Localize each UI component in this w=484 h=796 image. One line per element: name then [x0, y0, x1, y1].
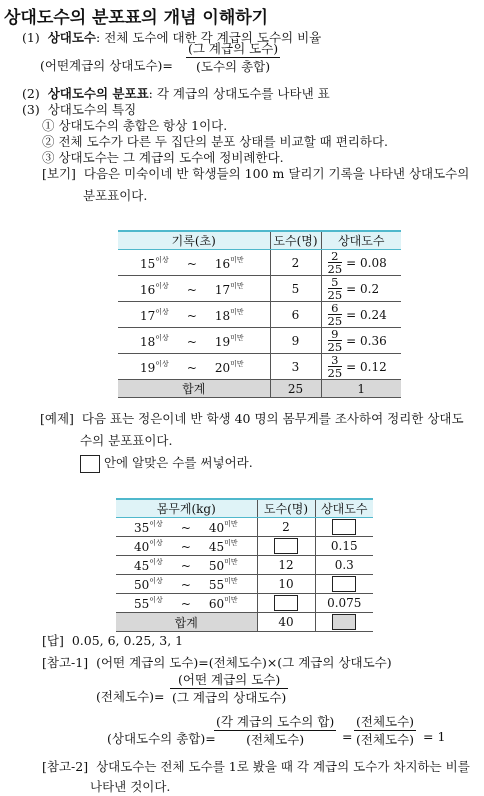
table-cell: 10	[257, 575, 315, 594]
blank-box-icon	[80, 455, 100, 473]
table-cell	[116, 556, 257, 575]
table-cell: 합계	[118, 380, 270, 398]
sup-ge-label: 이상	[149, 558, 163, 566]
table-cell	[315, 575, 373, 594]
table-header: 상대도수	[321, 231, 401, 250]
table-cell	[257, 594, 315, 613]
formula-3-denominator-2: (전체도수)	[356, 732, 415, 747]
sup-ge-label: 이상	[149, 577, 163, 585]
answer-label: [답]	[42, 633, 64, 648]
sup-ge-label: 이상	[155, 359, 169, 368]
class-lower-bound: 15	[140, 256, 156, 271]
section-3-number: (3)	[22, 102, 40, 117]
table-header: 기록(초)	[118, 231, 270, 250]
table-cell	[321, 302, 401, 328]
table-cell	[116, 518, 257, 537]
example-2-text-2: 수의 분포표이다.	[80, 433, 173, 448]
table-cell: 12	[257, 556, 315, 575]
sup-ge-label: 이상	[155, 333, 169, 342]
table-cell: 6	[270, 302, 321, 328]
example-2-text-1: 다음 표는 정은이네 반 학생 40 명의 몸무게를 조사하여 정리한 상대도	[81, 411, 464, 426]
table-row	[118, 250, 401, 276]
table-cell: 0.075	[315, 594, 373, 613]
class-lower-bound: 17	[140, 308, 156, 323]
reference-2-label: [참고-2]	[42, 759, 89, 774]
table-cell: 3	[270, 354, 321, 380]
table-cell	[321, 250, 401, 276]
table-cell	[321, 328, 401, 354]
tilde-mark: ~	[186, 256, 197, 271]
example-2-label: [예제]	[40, 411, 74, 426]
table-cell: 9	[270, 328, 321, 354]
answer-blank[interactable]	[274, 595, 298, 611]
formula-3-result: = 1	[423, 729, 446, 744]
formula-3-lhs: (상대도수의 총합)=	[107, 731, 216, 746]
fraction-numerator: 9	[331, 327, 339, 341]
sup-lt-label: 미만	[224, 577, 238, 585]
fraction-denominator: 25	[327, 262, 343, 276]
class-lower-bound: 55	[134, 597, 150, 611]
table-row	[118, 328, 401, 354]
table-cell: 5	[270, 276, 321, 302]
answer-blank[interactable]	[332, 519, 356, 535]
table-cell: 2	[270, 250, 321, 276]
formula-3-numerator: (각 계급의 도수의 합)	[216, 714, 335, 729]
table-row	[118, 276, 401, 302]
example-1-label: [보기]	[42, 166, 76, 181]
section-1-number: (1)	[22, 30, 40, 45]
table-cell: 40	[257, 613, 315, 632]
relative-frequency-fraction	[328, 328, 343, 353]
sup-lt-label: 미만	[230, 333, 244, 342]
table-header: 몸무게(kg)	[116, 499, 257, 518]
sup-lt-label: 미만	[230, 281, 244, 290]
class-upper-bound: 17	[214, 282, 231, 297]
fraction-numerator: 2	[331, 249, 339, 263]
table-cell	[116, 575, 257, 594]
sup-lt-label: 미만	[230, 307, 244, 316]
table-cell: 2	[257, 518, 315, 537]
tilde-mark: ~	[180, 578, 191, 592]
example-1-text-2: 분포표이다.	[83, 188, 148, 203]
class-lower-bound: 19	[140, 360, 156, 375]
reference-1-line-1: (어떤 계급의 도수)=(전체도수)×(그 계급의 상대도수)	[96, 655, 392, 670]
fraction-numerator: 6	[331, 301, 339, 315]
reference-2	[42, 757, 470, 775]
sup-ge-label: 이상	[149, 539, 163, 547]
sup-ge-label: 이상	[155, 281, 169, 290]
tilde-mark: ~	[180, 540, 191, 554]
feature-item-1: ① 상대도수의 총합은 항상 1이다.	[42, 118, 228, 133]
table-cell: 0.3	[315, 556, 373, 575]
example-2-instruction	[80, 453, 253, 473]
class-upper-bound: 20	[214, 360, 231, 375]
sup-lt-label: 미만	[224, 520, 238, 528]
table-cell	[116, 537, 257, 556]
table-header: 도수(명)	[270, 231, 321, 250]
table-cell	[315, 613, 373, 632]
class-lower-bound: 45	[134, 559, 150, 573]
tilde-mark: ~	[186, 282, 197, 297]
table-row	[118, 302, 401, 328]
tilde-mark: ~	[180, 559, 191, 573]
fraction-denominator: 25	[327, 288, 343, 302]
sup-lt-label: 미만	[230, 359, 244, 368]
class-upper-bound: 50	[208, 559, 225, 573]
tilde-mark: ~	[186, 334, 197, 349]
sup-lt-label: 미만	[224, 539, 238, 547]
formula-1-lhs: (어떤계급의 상대도수)=	[40, 58, 173, 73]
table-cell	[118, 354, 270, 380]
table-cell	[118, 276, 270, 302]
example-2	[40, 409, 464, 427]
formula-3-numerator-2: (전체도수)	[356, 714, 415, 729]
sup-lt-label: 미만	[230, 255, 244, 264]
relative-frequency-value: = 0.08	[346, 255, 387, 270]
table-cell	[257, 537, 315, 556]
feature-item-3: ③ 상대도수는 그 계급의 도수에 정비례한다.	[42, 150, 284, 165]
example-1-text-1: 다음은 미숙이네 반 학생들의 100 m 달리기 기록을 나타낸 상대도수의	[83, 166, 470, 181]
page-title: 상대도수의 분포표의 개념 이해하기	[4, 8, 269, 28]
relative-frequency-fraction	[328, 354, 343, 379]
table-row	[116, 556, 373, 575]
class-lower-bound: 18	[140, 334, 156, 349]
formula-1-fraction	[186, 41, 280, 74]
table-header: 상대도수	[315, 499, 373, 518]
section-2-text: : 각 계급의 상대도수를 나타낸 표	[148, 86, 330, 101]
relative-frequency-table-2	[116, 498, 373, 632]
answer-blank[interactable]	[332, 614, 356, 630]
table-total-row	[118, 380, 401, 398]
relative-frequency-value: = 0.2	[346, 281, 380, 296]
sup-ge-label: 이상	[149, 520, 163, 528]
class-upper-bound: 40	[208, 521, 225, 535]
table-cell	[116, 594, 257, 613]
table-cell	[321, 276, 401, 302]
table-header-row	[116, 499, 373, 518]
answer-blank[interactable]	[332, 576, 356, 592]
table-header-row	[118, 231, 401, 250]
tilde-mark: ~	[186, 308, 197, 323]
answer-text: 0.05, 6, 0.25, 3, 1	[71, 633, 184, 648]
table-header: 도수(명)	[257, 499, 315, 518]
table-row	[116, 594, 373, 613]
table-cell	[315, 518, 373, 537]
answer	[42, 631, 183, 649]
class-upper-bound: 18	[214, 308, 231, 323]
fraction-denominator: 25	[327, 314, 343, 328]
class-lower-bound: 50	[134, 578, 150, 592]
class-lower-bound: 16	[140, 282, 156, 297]
formula-1-numerator: (그 계급의 도수)	[188, 41, 279, 56]
reference-2-text-1: 상대도수는 전체 도수를 1로 봤을 때 각 계급의 도수가 차지하는 비를	[96, 759, 470, 774]
relative-frequency-value: = 0.36	[346, 333, 387, 348]
relative-frequency-fraction	[328, 302, 343, 327]
example-2-text-3: 안에 알맞은 수를 써넣어라.	[103, 455, 253, 470]
example-1	[42, 164, 469, 182]
formula-3-fraction-2	[354, 714, 416, 747]
formula-2-numerator: (어떤 계급의 도수)	[178, 672, 281, 687]
class-lower-bound: 35	[134, 521, 150, 535]
tilde-mark: ~	[186, 360, 197, 375]
class-upper-bound: 45	[208, 540, 225, 554]
fraction-denominator: 25	[327, 340, 343, 354]
feature-item-2: ② 전체 도수가 다른 두 집단의 분포 상태를 비교할 때 편리하다.	[42, 134, 389, 149]
relative-frequency-value: = 0.24	[346, 307, 387, 322]
class-upper-bound: 60	[208, 597, 225, 611]
relative-frequency-fraction	[328, 276, 343, 301]
table-cell	[321, 354, 401, 380]
sup-ge-label: 이상	[155, 307, 169, 316]
table-cell	[118, 328, 270, 354]
section-2-number: (2)	[22, 86, 40, 101]
class-lower-bound: 40	[134, 540, 150, 554]
relative-frequency-fraction	[328, 250, 343, 275]
table-cell	[118, 250, 270, 276]
section-1-term: 상대도수	[47, 30, 97, 45]
table-cell: 합계	[116, 613, 257, 632]
section-2-term: 상대도수의 분포표	[47, 86, 149, 101]
table-cell: 0.15	[315, 537, 373, 556]
section-3-text: 상대도수의 특징	[47, 102, 137, 117]
formula-1-denominator: (도수의 총합)	[196, 59, 271, 74]
section-1-text: : 전체 도수에 대한 각 계급의 도수의 비율	[96, 30, 322, 45]
fraction-numerator: 5	[331, 275, 339, 289]
formula-3-equals: =	[342, 729, 353, 744]
reference-1-label: [참고-1]	[42, 655, 89, 670]
sup-ge-label: 이상	[149, 596, 163, 604]
formula-3-fraction	[214, 714, 336, 747]
sup-lt-label: 미만	[224, 596, 238, 604]
table-row	[118, 354, 401, 380]
reference-1	[42, 653, 392, 671]
reference-2-text-2: 나타낸 것이다.	[90, 779, 171, 794]
formula-3-denominator: (전체도수)	[246, 732, 305, 747]
class-upper-bound: 55	[208, 578, 225, 592]
table-row	[116, 537, 373, 556]
table-row	[116, 518, 373, 537]
formula-2-fraction	[170, 672, 288, 705]
sup-lt-label: 미만	[224, 558, 238, 566]
table-cell: 1	[321, 380, 401, 398]
formula-2-lhs: (전체도수)=	[96, 689, 165, 704]
class-upper-bound: 16	[214, 256, 231, 271]
formula-2-denominator: (그 계급의 상대도수)	[172, 690, 287, 705]
sup-ge-label: 이상	[155, 255, 169, 264]
tilde-mark: ~	[180, 597, 191, 611]
table-total-row	[116, 613, 373, 632]
table-cell: 25	[270, 380, 321, 398]
fraction-denominator: 25	[327, 366, 343, 380]
table-row	[116, 575, 373, 594]
answer-blank[interactable]	[274, 538, 298, 554]
relative-frequency-value: = 0.12	[346, 359, 387, 374]
class-upper-bound: 19	[214, 334, 231, 349]
fraction-numerator: 3	[331, 353, 339, 367]
tilde-mark: ~	[180, 521, 191, 535]
table-cell	[118, 302, 270, 328]
relative-frequency-table-1	[118, 230, 401, 398]
